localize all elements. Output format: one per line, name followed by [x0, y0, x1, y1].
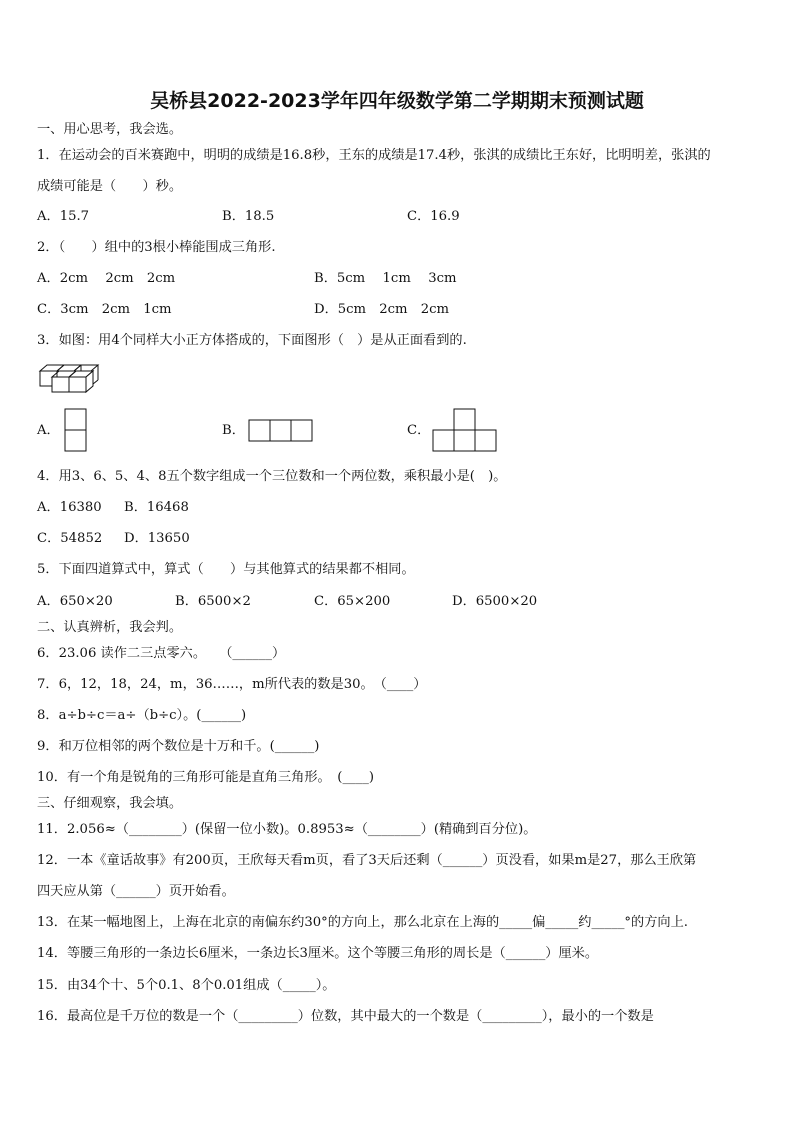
question-2-option-b: B．5cm 1cm 3cm [314, 271, 457, 286]
question-5-option-b: B．6500×2 [175, 594, 251, 609]
section-2-heading: 二、认真辨析，我会判。 [37, 620, 183, 635]
option-a-figure [64, 408, 88, 454]
question-5-option-c: C．65×200 [314, 594, 391, 609]
page-title: 吴桥县2022-2023学年四年级数学第二学期期末预测试题 [150, 90, 644, 112]
question-9-text: 9．和万位相邻的两个数位是十万和千。(______) [37, 739, 320, 754]
question-1-line-1: 1．在运动会的百米赛跑中，明明的成绩是16.8秒，王东的成绩是17.4秒，张淇的成绩比王东好，比明明差，张淇的 [37, 148, 711, 163]
section-3-heading: 三、仔细观察，我会填。 [37, 796, 183, 811]
question-3-option-a: A． [37, 423, 60, 438]
question-1-line-2: 成绩可能是（ ）秒。 [37, 179, 183, 194]
question-10-text: 10．有一个角是锐角的三角形可能是直角三角形。 (____) [37, 770, 374, 785]
question-4-option-c: C．54852 [37, 531, 103, 546]
question-4-text: 4．用3、6、5、4、8五个数字组成一个三位数和一个两位数，乘积最小是( )。 [37, 469, 507, 484]
question-12-line-1: 12．一本《童话故事》有200页，王欣每天看m页，看了3天后还剩（______）页没看，如果m是27，那么王欣第 [37, 853, 697, 868]
cube-arrangement-figure [38, 362, 100, 394]
question-1-option-c: C．16.9 [407, 209, 460, 224]
option-b-figure [248, 419, 314, 443]
question-5-option-a: A．650×20 [37, 594, 113, 609]
question-5-option-d: D．6500×20 [452, 594, 538, 609]
question-4-option-d: D．13650 [124, 531, 190, 546]
question-7-text: 7．6，12，18，24，m，36……，m所代表的数是30。 （____） [37, 677, 427, 692]
question-8-text: 8．a÷b÷c＝a÷（b÷c）。(______) [37, 708, 247, 723]
question-16-text: 16．最高位是千万位的数是一个（_________）位数，其中最大的一个数是（_________），最小的一个数是 [37, 1009, 654, 1024]
question-2-option-c: C．3cm 2cm 1cm [37, 302, 172, 317]
question-11-text: 11．2.056≈（________）(保留一位小数)。0.8953≈（________）(精确到百分位)。 [37, 822, 537, 837]
question-3-option-b: B． [222, 423, 245, 438]
question-2-option-a: A．2cm 2cm 2cm [37, 271, 176, 286]
question-3-option-c: C． [407, 423, 431, 438]
section-1-heading: 一、用心思考，我会选。 [37, 122, 183, 137]
question-4-option-a: A．16380 [37, 500, 102, 515]
question-6-text: 6．23.06 读作二三点零六。 （______） [37, 646, 286, 661]
question-1-option-a: A．15.7 [37, 209, 90, 224]
question-1-option-b: B．18.5 [222, 209, 275, 224]
question-2-text: 2．（ ）组中的3根小棒能围成三角形. [37, 240, 276, 255]
question-14-text: 14．等腰三角形的一条边长6厘米，一条边长3厘米。这个等腰三角形的周长是（______）厘米。 [37, 946, 599, 961]
question-2-option-d: D．5cm 2cm 2cm [314, 302, 449, 317]
question-13-text: 13．在某一幅地图上，上海在北京的南偏东约30°的方向上，那么北京在上海的_____偏_____约_____°的方向上. [37, 915, 688, 930]
question-5-text: 5．下面四道算式中，算式（ ）与其他算式的结果都不相同。 [37, 562, 415, 577]
question-12-line-2: 四天应从第（______）页开始看。 [37, 884, 235, 899]
question-3-text: 3．如图：用4个同样大小正方体搭成的，下面图形（ ）是从正面看到的. [37, 333, 467, 348]
option-c-figure [432, 408, 498, 454]
question-15-text: 15．由34个十、5个0.1、8个0.01组成（_____）。 [37, 978, 336, 993]
question-4-option-b: B．16468 [124, 500, 189, 515]
